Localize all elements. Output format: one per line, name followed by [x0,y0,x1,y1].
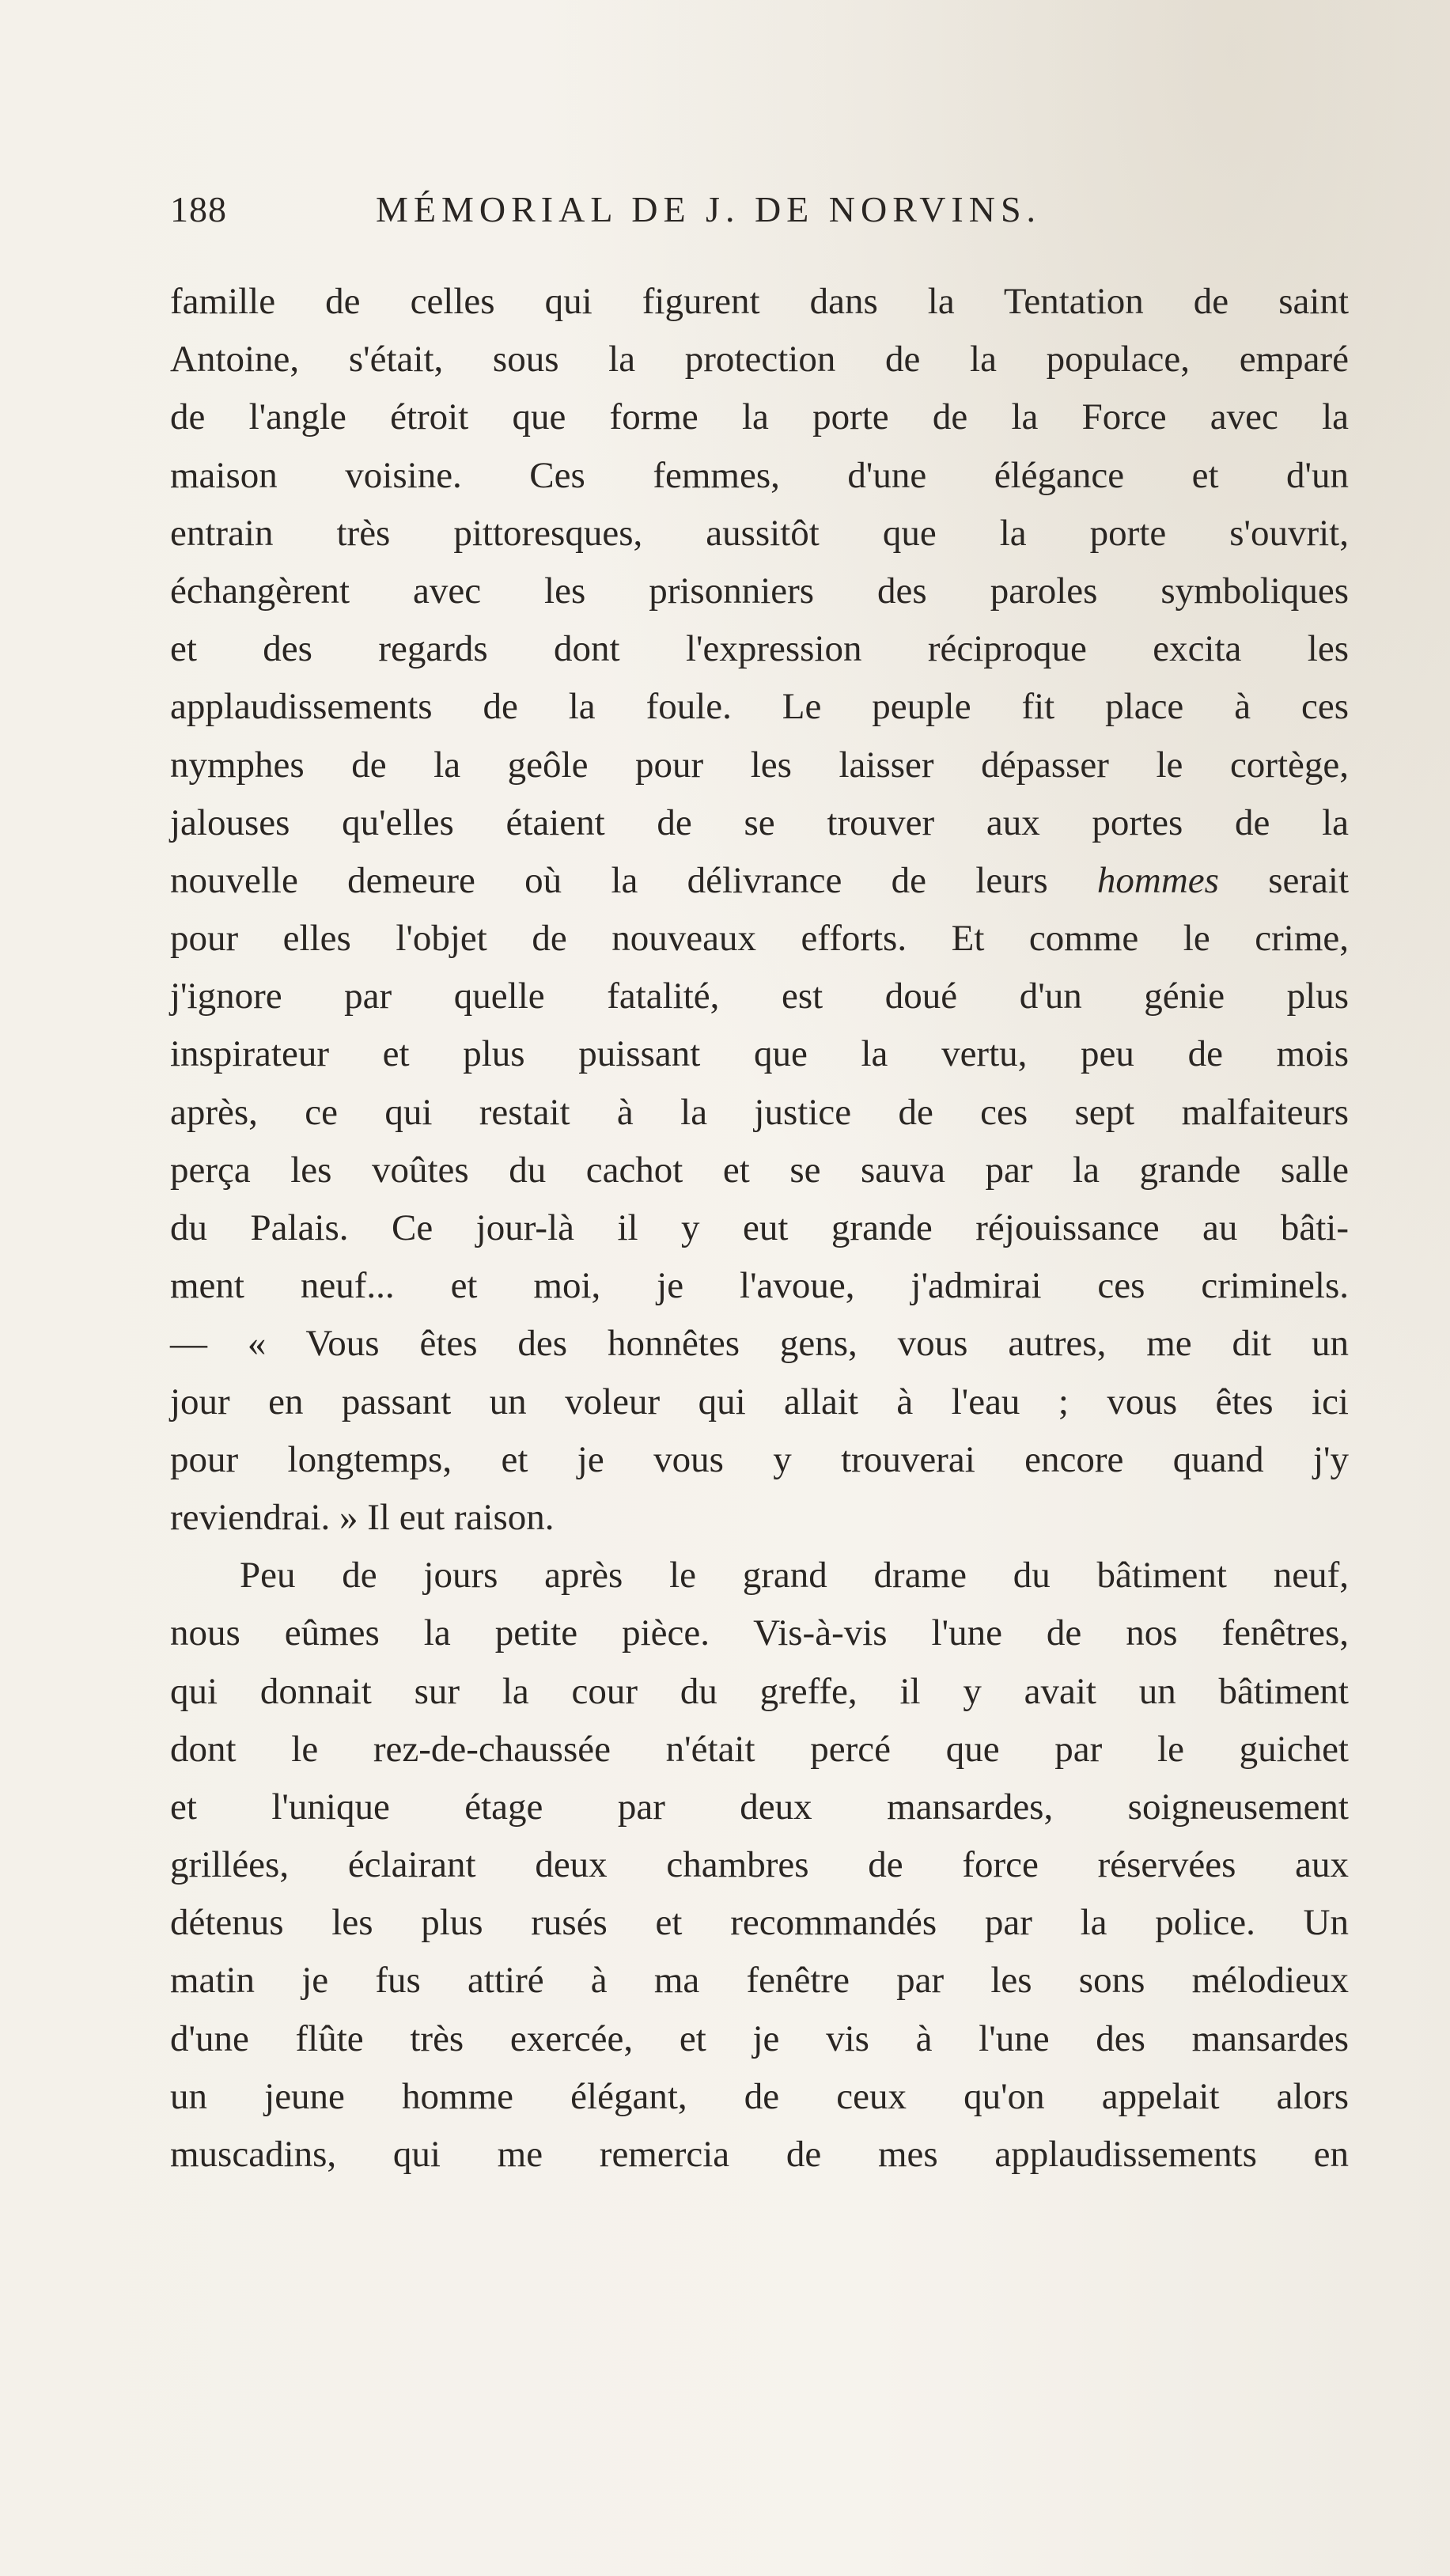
text-line: Antoine, s'était, sous la protection de la populace, emparé [170,339,1349,381]
paragraph-end-line: reviendrai. » Il eut raison. [170,1496,555,1538]
text-line: applaudissements de la foule. Le peuple fit place à ces [170,686,1349,728]
body-text [170,273,1349,2184]
text-line: dont le rez-de-chaussée n'était percé que par le guichet [170,1728,1349,1770]
text-line-with-italic [170,852,1349,910]
text-line: détenus les plus rusés et recommandés par la police. Un [170,1902,1349,1944]
text-line: nous eûmes la petite pièce. Vis-à-vis l'une de nos fenêtres, [170,1612,1349,1654]
text-line: inspirateur et plus puissant que la vertu, peu de mois [170,1033,1349,1075]
text-line: qui donnait sur la cour du greffe, il y avait un bâtiment [170,1670,1349,1712]
paragraph-start-line: Peu de jours après le grand drame du bâtiment neuf, [240,1555,1349,1597]
text-line: pour elles l'objet de nouveaux efforts. Et comme le crime, [170,918,1349,960]
text-line: perça les voûtes du cachot et se sauva par la grande salle [170,1149,1349,1191]
text-line: jour en passant un voleur qui allait à l'eau ; vous êtes ici [170,1381,1349,1422]
text-line: maison voisine. Ces femmes, d'une élégance et d'un [170,454,1349,496]
text-line: du Palais. Ce jour-là il y eut grande réjouissance au bâti- [170,1207,1349,1248]
text-line: pour longtemps, et je vous y trouverai encore quand j'y [170,1438,1349,1480]
text-line: muscadins, qui me remercia de mes applaudissements en [170,2134,1349,2175]
text-line: après, ce qui restait à la justice de ces sept malfaiteurs [170,1091,1349,1133]
running-title: MÉMORIAL DE J. DE NORVINS. [376,189,1042,229]
text-line: échangèrent avec les prisonniers des paroles symboliques [170,570,1349,612]
text-line: et des regards dont l'expression réciproque excita les [170,628,1349,670]
text-line: entrain très pittoresques, aussitôt que la porte s'ouvrit, [170,512,1349,554]
text-line: famille de celles qui figurent dans la Tentation de saint [170,281,1349,322]
page-header [170,188,1353,244]
text-line: j'ignore par quelle fatalité, est doué d'un génie plus [170,975,1349,1017]
text-line: ment neuf... et moi, je l'avoue, j'admirai ces criminels. [170,1265,1349,1307]
text-segment: serait [1268,859,1350,901]
text-line: de l'angle étroit que forme la porte de la Force avec la [170,396,1349,438]
text-line: et l'unique étage par deux mansardes, soigneusement [170,1786,1349,1828]
text-line: grillées, éclairant deux chambres de force réservées aux [170,1844,1349,1886]
text-line: — « Vous êtes des honnêtes gens, vous autres, me dit un [170,1323,1349,1365]
text-line: jalouses qu'elles étaient de se trouver aux portes de la [170,801,1349,843]
text-segment: nouvelle demeure où la délivrance de leurs [170,859,1048,901]
italic-word: hommes [1096,859,1219,901]
text-line: matin je fus attiré à ma fenêtre par les sons mélodieux [170,1960,1349,2002]
page-number: 188 [170,189,227,229]
text-line: un jeune homme élégant, de ceux qu'on appelait alors [170,2075,1349,2117]
text-line: d'une flûte très exercée, et je vis à l'une des mansardes [170,2017,1349,2059]
text-line: nymphes de la geôle pour les laisser dépasser le cortège, [170,744,1349,786]
